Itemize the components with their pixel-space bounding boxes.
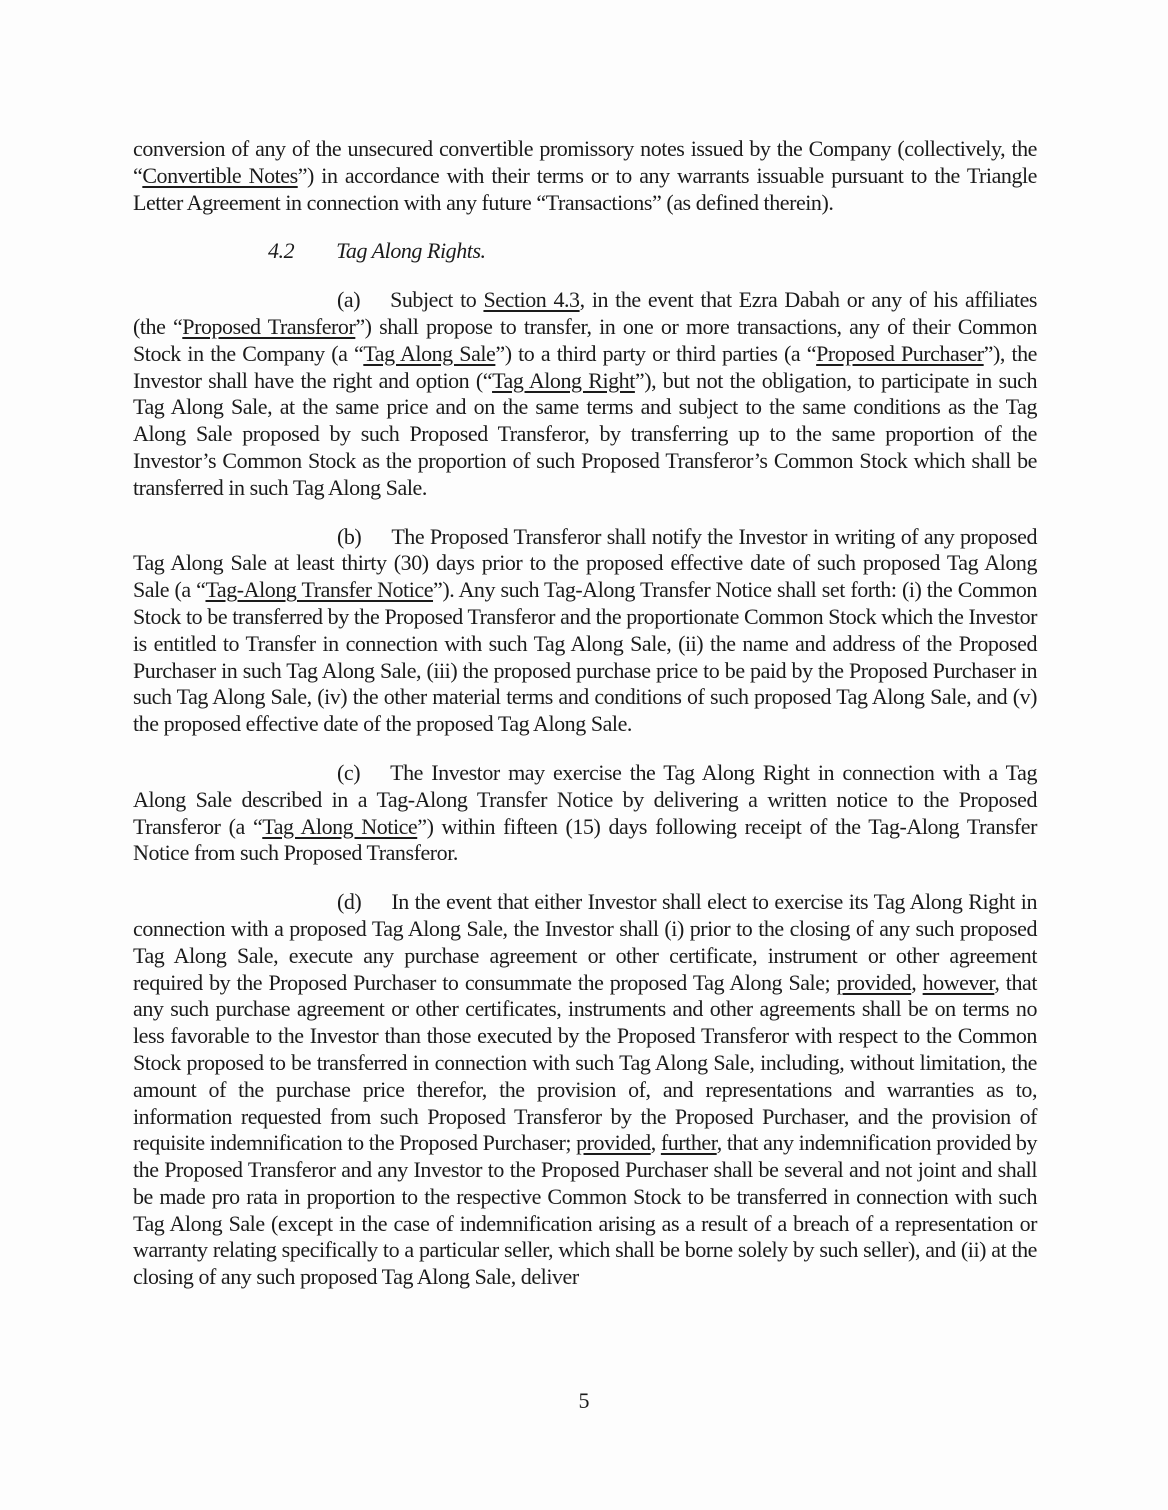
section-number: 4.2: [268, 238, 295, 264]
text-run: ,: [650, 1130, 661, 1156]
defined-term: Proposed Transferor: [182, 313, 356, 339]
text-run: ”). Any such Tag-Along Transfer Notice shall set forth: (i) the Common Stock to be transferred by the Proposed Transferor and the proportionate Common Stock which the Investor is entitled to Transfer in connection with such Tag Along Sale, (ii) the name and address of the Proposed Purchaser in such Tag Along Sale, (iii) the proposed purchase price to be paid by the Proposed Purchaser in such Tag Along Sale, (iv) the other material terms and conditions of such proposed Tag Along Sale, and (v) the proposed effective date of the proposed Tag Along Sale.: [133, 577, 1037, 737]
text-run: ”) within fifteen (15) days following receipt of the Tag-Along Transfer Notice from such Proposed Transferor.: [133, 813, 1037, 866]
defined-term: further: [660, 1130, 717, 1156]
text-run: In the event that either Investor shall elect to exercise its Tag Along Right in connection with a proposed Tag Along Sale, the Investor shall (i) prior to the closing of any such proposed Tag Along Sale, execute any purchase agreement or other certificate, instrument or other agreement required by the Proposed Purchaser to consummate the proposed Tag Along Sale;: [133, 889, 1037, 995]
text-run: (a): [337, 287, 361, 313]
paragraph-b: [133, 524, 1037, 738]
paragraph-d: [133, 889, 1037, 1291]
text-run: (b): [337, 523, 362, 549]
paragraph-c: [133, 760, 1037, 867]
section-title: Tag Along Rights.: [336, 238, 486, 264]
text-run: , that any such purchase agreement or other certificates, instruments and other agreements shall be on terms no less favorable to the Investor than those executed by the Proposed Transferor with respect to the Common Stock proposed to be transferred in connection with such Tag Along Sale, including, without limitation, the amount of the purchase price therefor, the provision of, and representations and warranties as to, information requested from such Proposed Transferor by the Proposed Purchaser, and the provision of requisite indemnification to the Proposed Purchaser;: [133, 969, 1037, 1156]
document-text-block: [133, 136, 1037, 1291]
text-run: (c): [337, 759, 361, 785]
defined-term: Tag Along Sale: [363, 340, 496, 366]
text-run: conversion of any of the unsecured convertible promissory notes issued by the Company (collectively, the “: [133, 136, 1037, 188]
defined-term: Proposed Purchaser: [816, 340, 984, 366]
paragraph-continuation: [133, 136, 1037, 216]
defined-term: Tag-Along Transfer Notice: [205, 577, 434, 603]
defined-term: provided: [836, 969, 912, 995]
text-run: ”) shall propose to transfer, in one or more transactions, any of their Common Stock in the Company (a “: [133, 313, 1037, 366]
defined-term: Convertible Notes: [142, 162, 298, 188]
text-run: ,: [911, 969, 923, 995]
defined-term: provided: [576, 1130, 651, 1156]
paragraph-a: [133, 287, 1037, 501]
defined-term: however: [922, 969, 995, 995]
section-heading: [133, 238, 1037, 265]
text-run: , that any indemnification provided by the Proposed Transferor and any Investor to the Proposed Purchaser shall be several and not joint and shall be made pro rata in proportion to the respective Common Stock to be transferred in connection with such Tag Along Sale (except in the case of indemnification arising as a result of a breach of a representation or warranty relating specifically to a particular seller, which shall be borne solely by such seller), and (ii) at the closing of any such proposed Tag Along Sale, deliver: [133, 1130, 1038, 1290]
defined-term: Section 4.3: [483, 287, 580, 313]
text-run: ”), but not the obligation, to participate in such Tag Along Sale, at the same price and on the same terms and subject to the same conditions as the Tag Along Sale proposed by such Proposed Transferor, by transferring up to the same proportion of the Investor’s Common Stock as the proportion of such Proposed Transferor’s Common Stock which shall be transferred in such Tag Along Sale.: [133, 367, 1037, 500]
defined-term: Tag Along Notice: [262, 813, 418, 839]
text-run: ”), the Investor shall have the right and option (“: [133, 340, 1038, 393]
text-run: , in the event that Ezra Dabah or any of his affiliates (the “: [133, 287, 1038, 339]
text-run: The Investor may exercise the Tag Along Right in connection with a Tag Along Sale described in a Tag-Along Transfer Notice by delivering a written notice to the Proposed Transferor (a “: [133, 759, 1037, 839]
text-run: ”) to a third party or third parties (a “: [495, 340, 817, 366]
defined-term: Tag Along Right: [492, 367, 635, 393]
page-number: 5: [578, 1388, 590, 1413]
text-run: ”) in accordance with their terms or to any warrants issuable pursuant to the Triangle Letter Agreement in connection with any future “Transactions” (as defined therein).: [133, 162, 1037, 215]
text-run: Subject to: [390, 287, 484, 313]
text-run: (d): [337, 889, 362, 915]
text-run: The Proposed Transferor shall notify the Investor in writing of any proposed Tag Along Sale at least thirty (30) days prior to the proposed effective date of such proposed Tag Along Sale (a “: [133, 523, 1037, 603]
